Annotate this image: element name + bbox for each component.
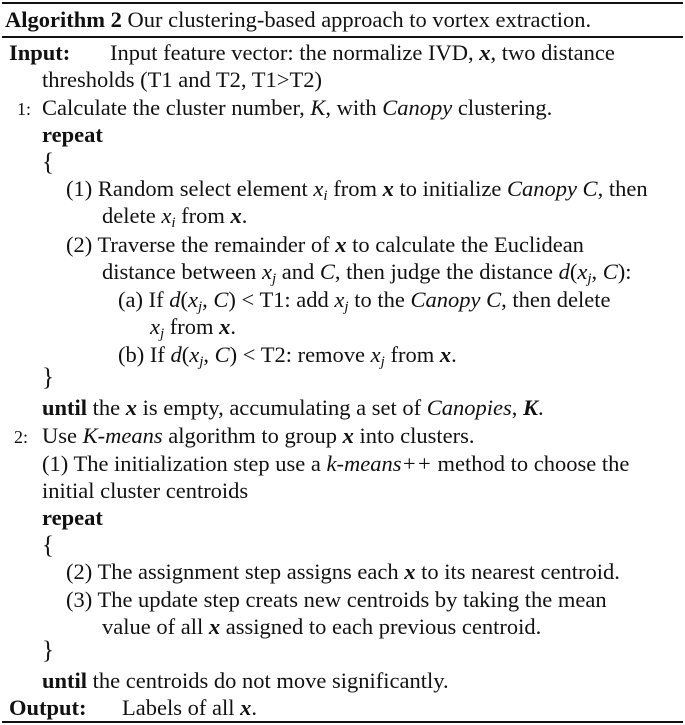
step-text: (a) If bbox=[118, 287, 164, 312]
step-text: (2) The assignment step assigns each bbox=[66, 559, 399, 584]
symbol-x: x bbox=[342, 423, 354, 448]
symbol-C: C bbox=[214, 342, 230, 367]
step-text: , then bbox=[597, 176, 648, 201]
step-text: Calculate the cluster number, bbox=[42, 95, 305, 120]
open-brace: { bbox=[42, 149, 54, 176]
until-kmeans bbox=[42, 670, 449, 693]
canopy-name: Canopy C bbox=[410, 287, 502, 312]
step-text: Labels of all bbox=[122, 695, 235, 720]
bottom-rule bbox=[2, 721, 683, 723]
algorithm-caption bbox=[5, 9, 591, 32]
until-canopy: until the x is empty, accumulating a set of Canopies, K. bbox=[42, 395, 544, 420]
symbol-x: x bbox=[261, 259, 272, 284]
repeat-keyword-2 bbox=[42, 507, 103, 530]
caption-rule bbox=[2, 36, 683, 38]
symbol-x: x bbox=[335, 232, 347, 257]
step-text: , then delete bbox=[501, 287, 611, 312]
step-2 bbox=[42, 425, 474, 448]
step-text: (2) Traverse the remainder of bbox=[66, 232, 330, 257]
output-line bbox=[9, 697, 87, 720]
symbol-x: x bbox=[370, 342, 381, 367]
kmeans-init bbox=[42, 453, 629, 476]
input-text: , two distance bbox=[490, 40, 615, 65]
top-rule bbox=[2, 2, 683, 4]
canopy-step-1 bbox=[66, 176, 648, 204]
canopy-step-a: (a) If $d(x_j$, C) < T1: add $x_j$ to the Canopy C, then delete bbox=[118, 287, 611, 315]
symbol-x: x bbox=[439, 342, 452, 367]
step-text: distance between bbox=[102, 259, 257, 284]
method-name: k-means++ bbox=[326, 451, 432, 476]
kmeans-update bbox=[66, 589, 607, 612]
canopy-step-2-cont: distance between $x_j$ and C, then judge the distance $d(x_j$, C): bbox=[102, 259, 632, 287]
subscript: j bbox=[587, 271, 592, 287]
line-number: 2: bbox=[14, 427, 29, 447]
subscript: j bbox=[160, 326, 165, 342]
close-brace: } bbox=[42, 364, 54, 391]
step-1 bbox=[42, 97, 552, 120]
output-label: Output: bbox=[9, 695, 87, 720]
step-text: to the bbox=[354, 287, 405, 312]
kmeans-assign bbox=[66, 561, 620, 584]
subscript: j bbox=[344, 299, 349, 315]
canopy-step-2 bbox=[66, 234, 584, 257]
step-text: < T1: add bbox=[241, 287, 329, 312]
symbol-x: x bbox=[187, 287, 198, 312]
symbol-C: C bbox=[213, 287, 229, 312]
line-number: 1: bbox=[17, 99, 32, 119]
symbol-x: x bbox=[125, 395, 138, 420]
input-label: Input: bbox=[9, 40, 71, 65]
step-text: from bbox=[333, 176, 377, 201]
input-line-1 bbox=[9, 42, 70, 65]
close-brace-2: } bbox=[42, 637, 54, 664]
step-text: delete bbox=[102, 203, 156, 228]
step-text: clustering. bbox=[457, 95, 553, 120]
step-text: initial cluster centroids bbox=[42, 478, 249, 503]
symbol-x: x bbox=[577, 259, 588, 284]
keyword: repeat bbox=[42, 505, 103, 530]
canopy-step-a-cont: $x_j$ from x. bbox=[150, 314, 237, 342]
symbol-x: x bbox=[404, 559, 416, 584]
step-text: from bbox=[169, 314, 214, 339]
step-text: to calculate the Euclidean bbox=[352, 232, 584, 257]
step-text: algorithm to group bbox=[168, 423, 337, 448]
subscript: j bbox=[197, 299, 203, 315]
keyword: until bbox=[42, 395, 88, 420]
subscript: i bbox=[323, 188, 328, 204]
open-brace-2: { bbox=[42, 532, 54, 559]
symbol-C: C bbox=[319, 259, 335, 284]
step-text: from bbox=[390, 342, 435, 367]
subscript: j bbox=[199, 354, 204, 370]
subscript: i bbox=[171, 215, 176, 231]
step-text: to initialize bbox=[399, 176, 502, 201]
canopy-step-b: (b) If $d(x_j$, C) < T2: remove $x_j$ from x. bbox=[118, 342, 457, 370]
subscript: j bbox=[380, 354, 385, 370]
symbol-K: K bbox=[523, 395, 539, 420]
step-text: (1) Random select element bbox=[66, 176, 308, 201]
step-text: Use bbox=[42, 423, 77, 448]
symbol-K: K bbox=[310, 95, 326, 120]
symbol-x: x bbox=[334, 287, 345, 312]
kmeans-update-cont bbox=[102, 616, 541, 639]
output-text: Labels of all x. bbox=[122, 695, 257, 720]
symbol-x: x bbox=[382, 176, 394, 201]
symbol-x: x bbox=[230, 203, 242, 228]
symbol-x: x bbox=[189, 342, 200, 367]
step-text: assigned to each previous centroid. bbox=[225, 614, 542, 639]
step-text: the centroids do not move significantly. bbox=[92, 668, 449, 693]
step-text: value of all bbox=[102, 614, 204, 639]
step-text: < T2: remove bbox=[242, 342, 366, 367]
input-text: thresholds (T1 and T2, T1>T2) bbox=[42, 67, 322, 92]
step-text: and bbox=[281, 259, 315, 284]
canopy-name: Canopy C bbox=[506, 176, 598, 201]
subscript: j bbox=[271, 271, 277, 287]
symbol-x: x bbox=[161, 203, 172, 228]
canopy-step-1-cont: delete $x_i$ from x. bbox=[102, 203, 248, 231]
symbol-x: x bbox=[150, 314, 160, 339]
keyword: repeat bbox=[42, 122, 103, 147]
caption-text: Our clustering-based approach to vortex extraction. bbox=[127, 7, 592, 32]
step-text: the bbox=[92, 395, 121, 420]
method-name: K-means bbox=[82, 423, 163, 448]
step-text: , then judge the distance bbox=[334, 259, 553, 284]
step-text: into clusters. bbox=[359, 423, 475, 448]
step-text: to its nearest centroid. bbox=[421, 559, 620, 584]
canopies-name: Canopies bbox=[426, 395, 512, 420]
step-text: method to choose the bbox=[437, 451, 630, 476]
keyword: until bbox=[42, 668, 88, 693]
step-text: from bbox=[181, 203, 225, 228]
symbol-x: x bbox=[240, 695, 252, 720]
step-text: (3) The update step creats new centroids by taking the mean bbox=[66, 587, 607, 612]
symbol-x: x bbox=[479, 40, 491, 65]
symbol-x: x bbox=[208, 614, 221, 639]
method-name: Canopy bbox=[382, 95, 453, 120]
step-text: , with bbox=[325, 95, 377, 120]
symbol-x: x bbox=[219, 314, 231, 339]
symbol-C: C bbox=[602, 259, 618, 284]
input-text-1 bbox=[110, 42, 615, 65]
caption-label: Algorithm 2 bbox=[5, 7, 122, 32]
kmeans-init-cont bbox=[42, 480, 248, 503]
step-text: is empty, accumulating a set of bbox=[142, 395, 422, 420]
repeat-keyword bbox=[42, 124, 103, 147]
input-text: Input feature vector: the normalize IVD, bbox=[110, 40, 474, 65]
step-text: (1) The initialization step use a bbox=[42, 451, 321, 476]
symbol-x: x bbox=[313, 176, 324, 201]
step-text: (b) If bbox=[118, 342, 165, 367]
input-line-2 bbox=[42, 69, 322, 92]
